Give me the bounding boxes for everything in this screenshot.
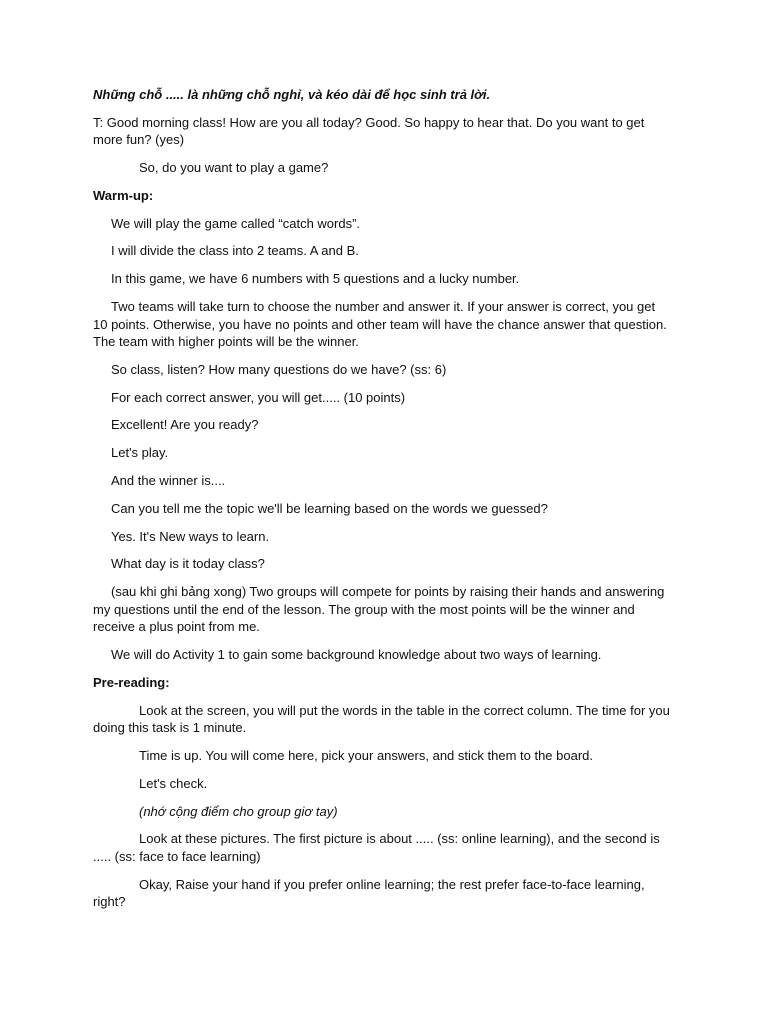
paragraph: (sau khi ghi bảng xong) Two groups will compete for points by raising their hands and answering my questions until the end of the lesson. The group with the most points will be the winner and receive a plus point from me. (93, 584, 665, 635)
paragraph: Look at the screen, you will put the words in the table in the correct column. The time for you doing this task is 1 minute. (93, 702, 670, 736)
paragraph: For each correct answer, you will get..... (10 points) (111, 389, 406, 405)
pre-reading-heading: Pre-reading: (93, 674, 170, 690)
paragraph: And the winner is.... (111, 473, 226, 489)
warm-up-heading: Warm-up: (93, 187, 154, 203)
teacher-reminder: (nhớ cộng điểm cho group giơ tay) (139, 803, 338, 819)
paragraph: So class, listen? How many questions do we have? (ss: 6) (111, 361, 447, 377)
game-question: So, do you want to play a game? (139, 160, 329, 176)
paragraph: Yes. It's New ways to learn. (111, 528, 270, 544)
paragraph: We will play the game called “catch words”. (111, 215, 361, 231)
greeting-paragraph: T: Good morning class! How are you all today? Good. So happy to hear that. Do you want to get more fun? (yes) (93, 114, 645, 148)
paragraph: We will do Activity 1 to gain some background knowledge about two ways of learning. (111, 647, 602, 663)
paragraph: Can you tell me the topic we'll be learning based on the words we guessed? (111, 500, 548, 516)
paragraph: Let's check. (139, 775, 208, 791)
paragraph: What day is it today class? (111, 556, 265, 572)
paragraph: Look at these pictures. The first picture is about ..... (ss: online learning), and the second is ..... (ss: face to face learning) (93, 831, 660, 864)
teacher-note: Những chỗ ..... là những chỗ nghỉ, và kéo dài để học sinh trả lời. (93, 87, 491, 102)
paragraph: Let's play. (111, 445, 169, 461)
paragraph: Time is up. You will come here, pick your answers, and stick them to the board. (139, 747, 594, 763)
paragraph: Two teams will take turn to choose the number and answer it. If your answer is correct, you get 10 points. Otherwise, you have no points and other team will have the chance answer that question. The team with higher points will be the winner. (93, 299, 667, 350)
paragraph: Okay, Raise your hand if you prefer online learning; the rest prefer face-to-face learning, right? (93, 876, 645, 910)
paragraph: I will divide the class into 2 teams. A and B. (111, 243, 359, 259)
paragraph: Excellent! Are you ready? (111, 417, 259, 433)
paragraph: In this game, we have 6 numbers with 5 questions and a lucky number. (111, 271, 520, 287)
document-page (93, 86, 673, 921)
